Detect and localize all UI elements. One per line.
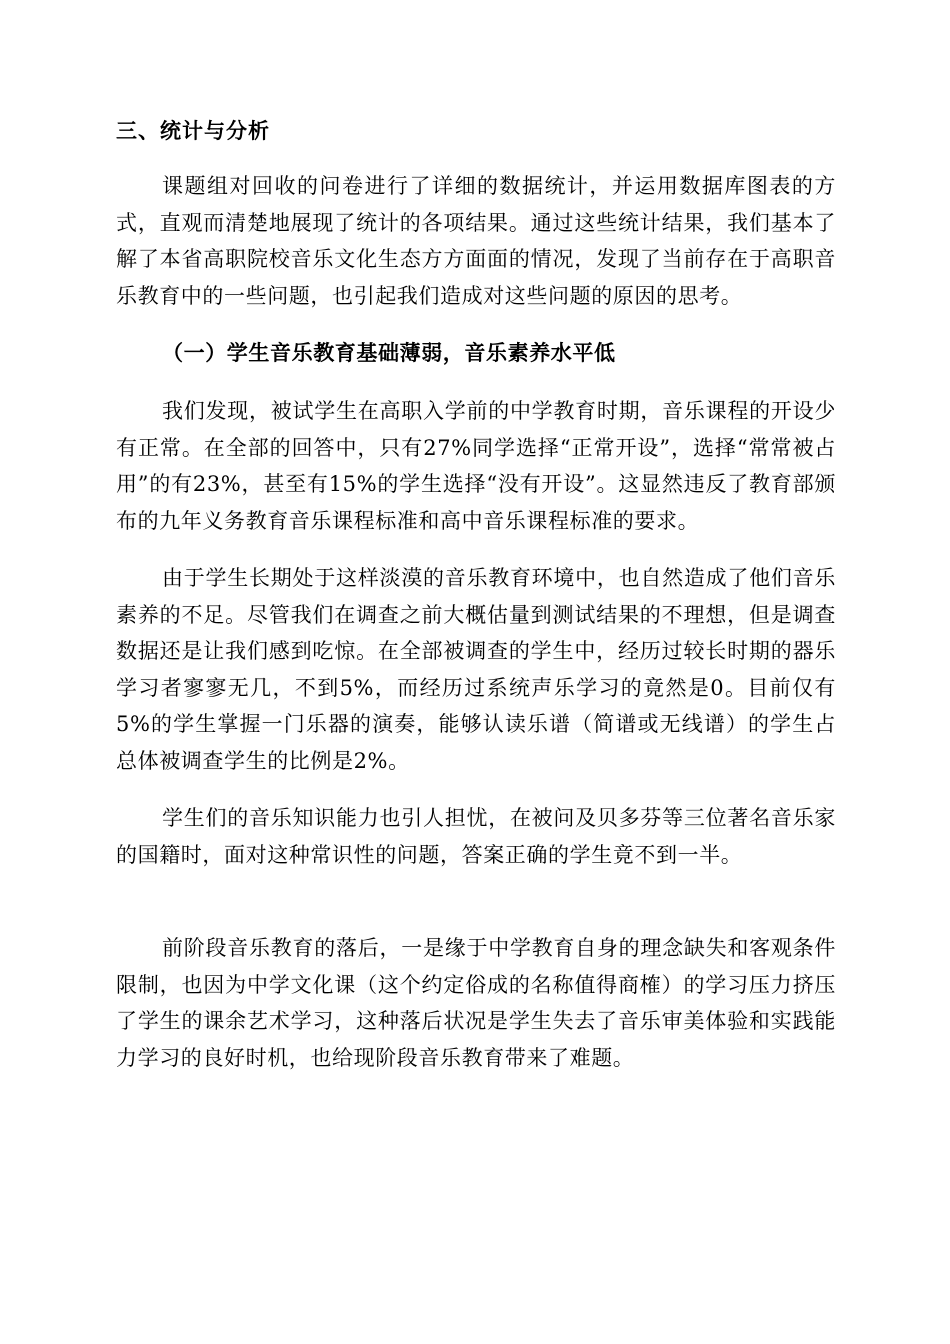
subsection-heading: （一）学生音乐教育基础薄弱，音乐素养水平低 <box>162 340 616 365</box>
intro-paragraph: 课题组对回收的问卷进行了详细的数据统计，并运用数据库图表的方式，直观而清楚地展现了统计的各项结果。通过这些统计结果，我们基本了解了本省高职院校音乐文化生态方方面面的情况，发现了当前存在于高职音乐教育中的一些问题，也引起我们造成对这些问题的原因的思考。 <box>116 174 836 308</box>
paragraph-course-availability: 我们发现，被试学生在高职入学前的中学教育时期，音乐课程的开设少有正常。在全部的回答中，只有27%同学选择“正常开设”，选择“常常被占用”的有23%，甚至有15%的学生选择“没有开设”。这显然违反了教育部颁布的九年义务教育音乐课程标准和高中音乐课程标准的要求。 <box>116 399 836 533</box>
section-heading: 三、统计与分析 <box>116 119 270 143</box>
paragraph-causes: 前阶段音乐教育的落后，一是缘于中学教育自身的理念缺失和客观条件限制，也因为中学文化课（这个约定俗成的名称值得商榷）的学习压力挤压了学生的课余艺术学习，这种落后状况是学生失去了音乐审美体验和实践能力学习的良好时机，也给现阶段音乐教育带来了难题。 <box>116 936 836 1070</box>
paragraph-music-knowledge: 学生们的音乐知识能力也引人担忧，在被问及贝多芬等三位著名音乐家的国籍时，面对这种常识性的问题，答案正确的学生竟不到一半。 <box>116 806 836 867</box>
paragraph-music-literacy: 由于学生长期处于这样淡漠的音乐教育环境中，也自然造成了他们音乐素养的不足。尽管我们在调查之前大概估量到测试结果的不理想，但是调查数据还是让我们感到吃惊。在全部被调查的学生中，经历过较长时期的器乐学习者寥寥无几，不到5%，而经历过系统声乐学习的竟然是0。目前仅有5%的学生掌握一门乐器的演奏，能够认读乐谱（简谱或无线谱）的学生占总体被调查学生的比例是2%。 <box>116 566 836 773</box>
